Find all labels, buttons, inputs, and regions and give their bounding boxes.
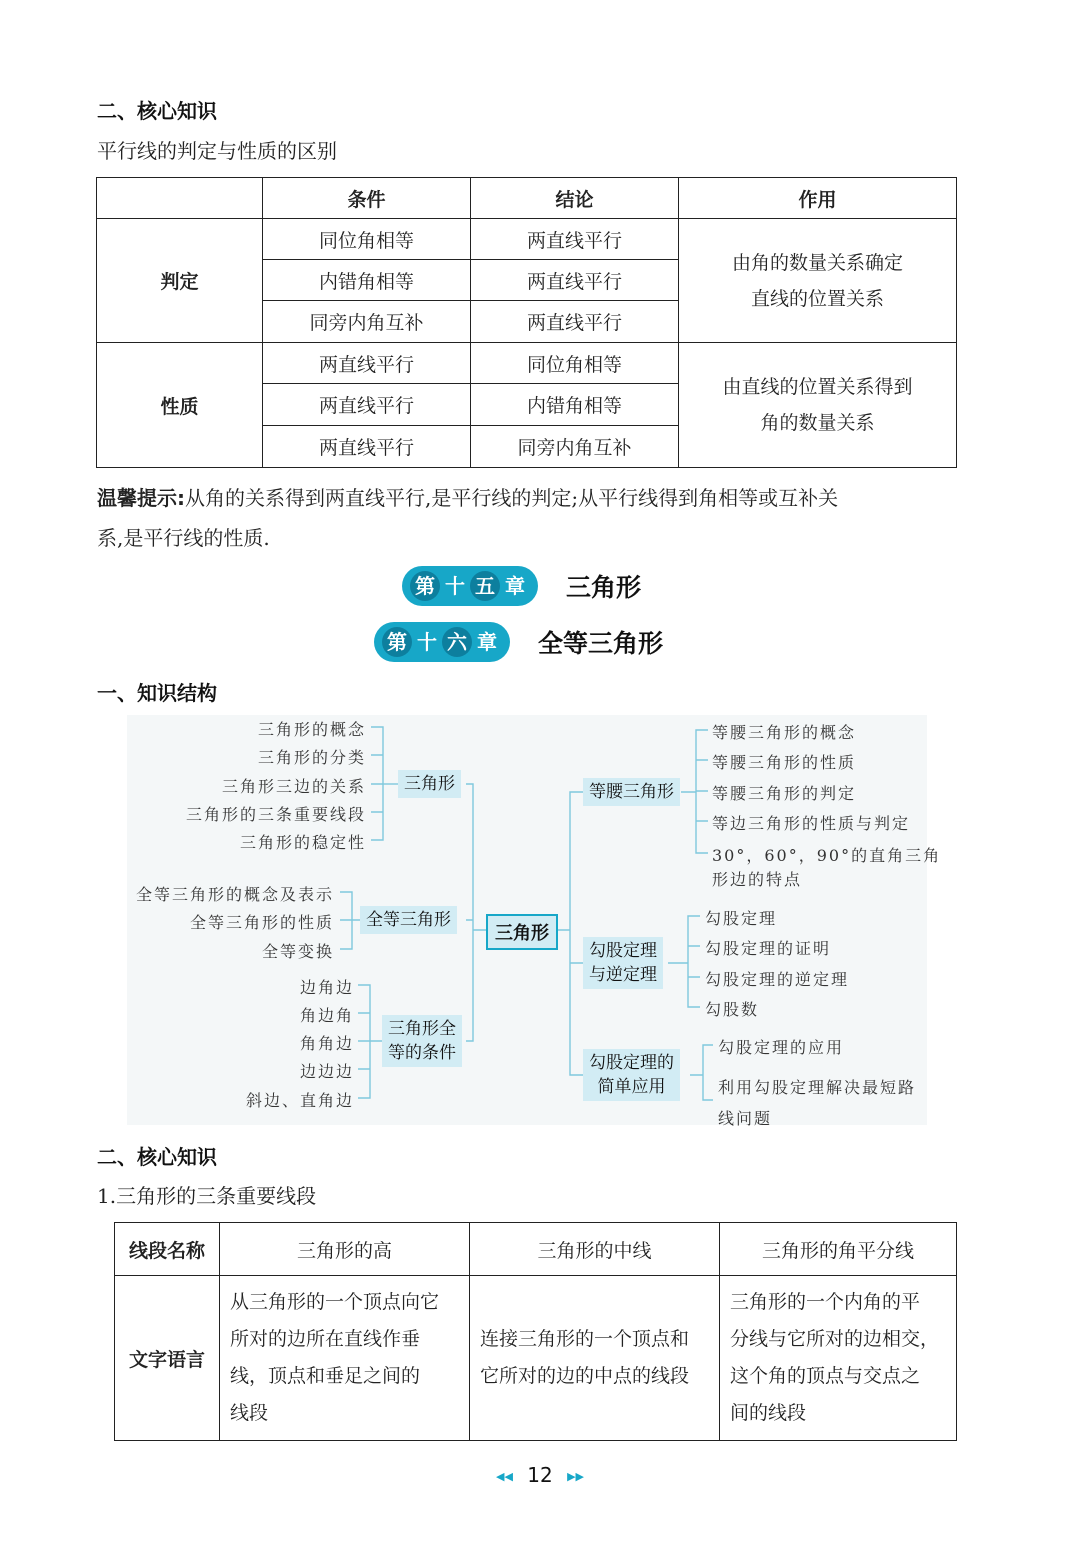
definition-cell-altitude — [220, 1276, 470, 1441]
definition-line: 分线与它所对的边相交， — [730, 1328, 940, 1350]
effect-line: 由直线的位置关系得到 — [722, 376, 913, 398]
section-heading-core-knowledge-2: 二、核心知识 — [97, 1145, 217, 1169]
table-cell: 两直线平行 — [263, 343, 471, 384]
mindmap-node-pythagorean-application — [583, 1049, 680, 1101]
mindmap-leaf: 形边的特点 — [712, 870, 803, 889]
table-cell: 内错角相等 — [471, 384, 679, 426]
mindmap-leaf: 全等变换 — [261, 942, 334, 961]
section-heading-knowledge-structure: 一、知识结构 — [97, 681, 217, 705]
chapter-title: 三角形 — [566, 573, 642, 602]
mindmap-leaf: 线问题 — [718, 1109, 773, 1128]
mindmap-node-triangle: 三角形 — [398, 770, 461, 798]
mindmap-leaf: 斜边、直角边 — [245, 1091, 354, 1110]
mindmap-node-pythagorean — [583, 937, 663, 989]
triangle-segments-table — [114, 1222, 957, 1441]
node-line: 等的条件 — [388, 1043, 456, 1063]
mindmap-leaf: 三角形三边的关系 — [221, 777, 366, 796]
parallel-lines-table — [96, 177, 957, 468]
section-subtitle: 平行线的判定与性质的区别 — [97, 139, 337, 163]
definition-line: 连接三角形的一个顶点和 — [480, 1328, 690, 1350]
definition-line: 从三角形的一个顶点向它 — [230, 1291, 440, 1313]
table-cell: 同位角相等 — [263, 219, 471, 260]
chapter-16-heading — [374, 622, 663, 662]
table-header-empty — [97, 178, 263, 219]
badge-char: 十 — [417, 630, 437, 654]
chapter-badge — [374, 622, 510, 662]
effect-line: 直线的位置关系 — [750, 287, 884, 310]
table-cell: 两直线平行 — [263, 384, 471, 426]
table-header: 作用 — [679, 178, 957, 219]
definition-cell-bisector — [720, 1276, 957, 1441]
mindmap-leaf: 全等三角形的概念及表示 — [135, 885, 334, 904]
table-cell: 内错角相等 — [263, 260, 471, 301]
node-line: 勾股定理 — [589, 941, 657, 961]
mindmap-leaf: 勾股数 — [705, 1000, 760, 1019]
definition-line: 所对的边所在直线作垂 — [230, 1328, 421, 1350]
page-number-footer — [0, 1463, 1080, 1487]
mindmap-leaf: 边角边 — [299, 978, 354, 997]
definition-line: 这个角的顶点与交点之 — [730, 1365, 921, 1387]
tip-text: 从角的关系得到两直线平行,是平行线的判定;从平行线得到角相等或互补关 — [185, 486, 839, 510]
table-cell: 同旁内角互补 — [471, 426, 679, 468]
effect-cell — [679, 219, 957, 343]
mindmap-center-node: 三角形 — [486, 914, 558, 950]
effect-cell — [679, 343, 957, 468]
table-header: 条件 — [263, 178, 471, 219]
effect-line: 角的数量关系 — [760, 412, 875, 434]
mindmap-leaf: 角边角 — [299, 1006, 354, 1025]
chapter-badge — [402, 566, 538, 606]
table-header: 三角形的高 — [220, 1223, 470, 1276]
badge-char: 第 — [410, 571, 440, 601]
table-header: 三角形的中线 — [470, 1223, 720, 1276]
chapter-title: 全等三角形 — [538, 629, 664, 658]
mindmap-leaf: 等边三角形的性质与判定 — [712, 814, 911, 833]
definition-line: 间的线段 — [730, 1402, 807, 1424]
node-line: 勾股定理的 — [589, 1053, 674, 1073]
table-header: 结论 — [471, 178, 679, 219]
page-number: 12 — [527, 1463, 553, 1487]
badge-char: 五 — [470, 571, 500, 601]
row-label-text-language: 文字语言 — [115, 1276, 220, 1441]
definition-line: 它所对的边的中点的线段 — [480, 1365, 690, 1387]
table-cell: 两直线平行 — [471, 260, 679, 301]
tip-text: 系,是平行线的性质. — [97, 526, 270, 550]
mindmap-leaf: 等腰三角形的判定 — [712, 784, 857, 803]
definition-cell-median — [470, 1276, 720, 1441]
badge-char: 六 — [442, 627, 472, 657]
mindmap-node-congruence-conditions — [382, 1015, 462, 1067]
mindmap-leaf: 三角形的稳定性 — [239, 833, 366, 852]
mindmap-leaf: 等腰三角形的性质 — [712, 753, 857, 772]
rewind-icon: ◀◀ — [495, 1470, 513, 1483]
definition-line: 线，顶点和垂足之间的 — [230, 1365, 421, 1387]
table-cell: 同位角相等 — [471, 343, 679, 384]
mindmap-leaf: 勾股定理 — [705, 909, 778, 928]
row-label-property: 性质 — [97, 343, 263, 468]
badge-char: 第 — [382, 627, 412, 657]
table-header: 三角形的角平分线 — [720, 1223, 957, 1276]
table-cell: 两直线平行 — [471, 301, 679, 343]
mindmap-node-isosceles: 等腰三角形 — [583, 778, 680, 806]
section-subtitle: 1.三角形的三条重要线段 — [97, 1184, 317, 1208]
mindmap-leaf: 利用勾股定理解决最短路 — [718, 1078, 917, 1097]
mindmap-leaf: 三角形的概念 — [257, 720, 366, 739]
table-cell: 两直线平行 — [471, 219, 679, 260]
badge-char: 章 — [477, 630, 497, 654]
table-cell: 同旁内角互补 — [263, 301, 471, 343]
mindmap-node-congruent-triangle: 全等三角形 — [360, 906, 457, 934]
definition-line: 三角形的一个内角的平 — [730, 1291, 921, 1313]
mindmap-leaf: 30°，60°，90°的直角三角 — [712, 846, 942, 865]
mindmap-leaf: 边边边 — [299, 1062, 354, 1081]
definition-line: 线段 — [230, 1402, 269, 1424]
chapter-15-heading — [402, 566, 641, 606]
mindmap-leaf: 勾股定理的证明 — [705, 939, 832, 958]
node-line: 简单应用 — [597, 1077, 666, 1097]
badge-char: 章 — [505, 574, 525, 598]
badge-char: 十 — [445, 574, 465, 598]
table-header: 线段名称 — [115, 1223, 220, 1276]
fast-forward-icon: ▶▶ — [567, 1470, 584, 1483]
tip-paragraph — [97, 478, 967, 558]
node-line: 三角形全 — [388, 1019, 456, 1039]
section-heading-core-knowledge: 二、核心知识 — [97, 99, 217, 123]
effect-line: 由角的数量关系确定 — [731, 251, 903, 274]
row-label-judgement: 判定 — [97, 219, 263, 343]
table-cell: 两直线平行 — [263, 426, 471, 468]
tip-label: 温馨提示: — [97, 486, 185, 510]
mindmap-leaf: 角角边 — [299, 1034, 354, 1053]
mindmap-leaf: 三角形的分类 — [257, 748, 366, 767]
mindmap-leaf: 勾股定理的应用 — [718, 1038, 845, 1057]
mindmap-leaf: 等腰三角形的概念 — [712, 723, 857, 742]
mindmap-leaf: 三角形的三条重要线段 — [185, 805, 366, 824]
mindmap-leaf: 全等三角形的性质 — [189, 913, 334, 932]
node-line: 与逆定理 — [589, 965, 657, 985]
mindmap-leaf: 勾股定理的逆定理 — [705, 970, 850, 989]
